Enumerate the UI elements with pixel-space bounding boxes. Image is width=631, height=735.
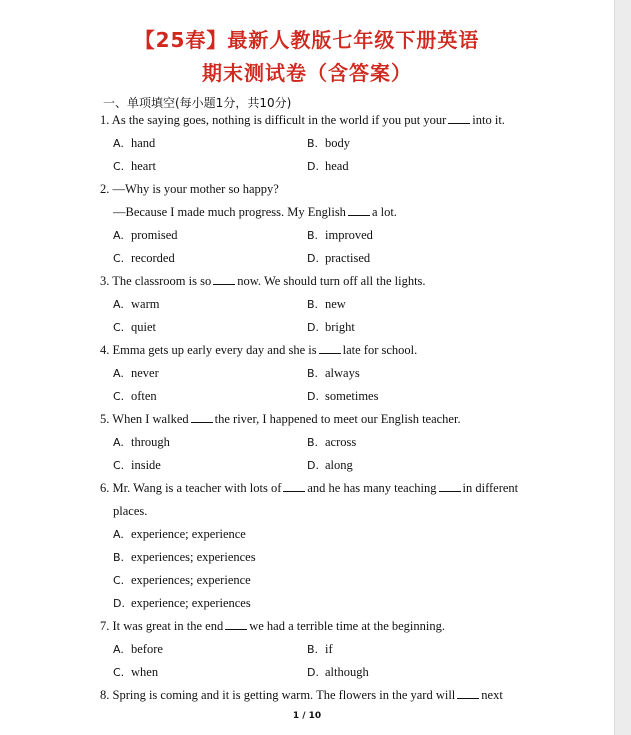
- q5-option-c: C. inside: [113, 458, 161, 472]
- q3-option-d: D. bright: [307, 320, 355, 334]
- question-8: 8. Spring is coming and it is getting warm. The flowers in the yard will next: [100, 688, 503, 702]
- question-3: 3. The classroom is so now. We should turn off all the lights.: [100, 274, 426, 288]
- scrollbar[interactable]: [615, 0, 631, 735]
- question-4: 4. Emma gets up early every day and she is late for school.: [100, 343, 418, 357]
- q6-option-c: C. experiences; experience: [113, 573, 251, 587]
- document-title: 【25春】最新人教版七年级下册英语: [134, 28, 480, 52]
- question-6: 6. Mr. Wang is a teacher with lots of and he has many teaching in different: [100, 481, 519, 495]
- q4-option-c: C. often: [113, 389, 157, 403]
- q1-option-c: C. heart: [113, 159, 156, 173]
- q5-option-a: A. through: [113, 435, 170, 449]
- q4-option-d: D. sometimes: [307, 389, 379, 403]
- document-subtitle: 期末测试卷（含答案）: [202, 61, 412, 85]
- q2-option-d: D. practised: [307, 251, 371, 265]
- question-5: 5. When I walked the river, I happened to meet our English teacher.: [100, 412, 461, 426]
- q5-option-b: B. across: [307, 435, 357, 449]
- q2-option-b: B. improved: [307, 228, 373, 242]
- q4-option-a: A. never: [113, 366, 159, 380]
- q1-option-b: B. body: [307, 136, 350, 150]
- question-1: 1. As the saying goes, nothing is difficult in the world if you put your into it.: [100, 113, 505, 127]
- q3-option-c: C. quiet: [113, 320, 156, 334]
- question-2: 2. —Why is your mother so happy?: [100, 182, 279, 196]
- q7-option-b: B. if: [307, 642, 333, 656]
- q7-option-d: D. although: [307, 665, 369, 679]
- q1-option-a: A. hand: [113, 136, 156, 150]
- q6-option-b: B. experiences; experiences: [113, 550, 256, 564]
- question-2-line2: —Because I made much progress. My English a lot.: [113, 205, 397, 219]
- page-number: 1 / 10: [292, 711, 322, 721]
- q2-option-c: C. recorded: [113, 251, 175, 265]
- question-7: 7. It was great in the end we had a terrible time at the beginning.: [100, 619, 445, 633]
- question-6-line2: places.: [113, 504, 148, 518]
- q4-option-b: B. always: [307, 366, 360, 380]
- q6-option-a: A. experience; experience: [113, 527, 246, 541]
- q3-option-b: B. new: [307, 297, 346, 311]
- q7-option-a: A. before: [113, 642, 163, 656]
- q3-option-a: A. warm: [113, 297, 160, 311]
- q6-option-d: D. experience; experiences: [113, 596, 251, 610]
- q1-option-d: D. head: [307, 159, 349, 173]
- q5-option-d: D. along: [307, 458, 353, 472]
- q7-option-c: C. when: [113, 665, 159, 679]
- q2-option-a: A. promised: [113, 228, 178, 242]
- section-heading: 一、单项填空(每小题1分，共10分): [103, 96, 292, 110]
